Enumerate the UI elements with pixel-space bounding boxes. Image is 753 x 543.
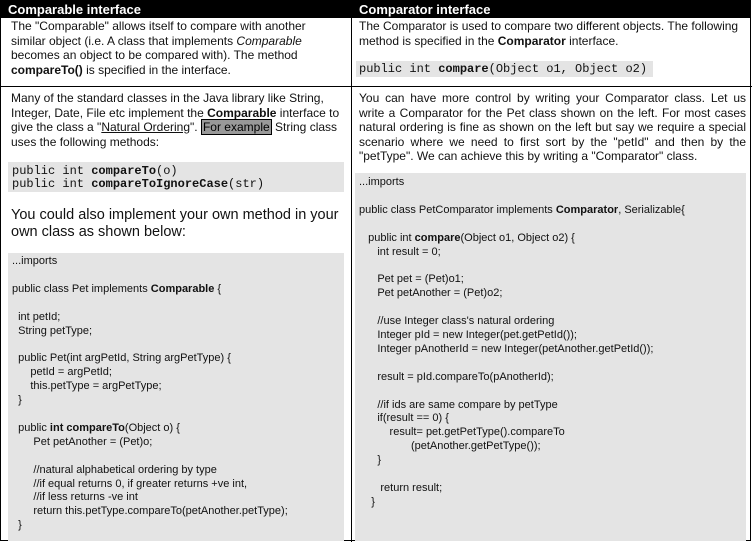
code-line bbox=[12, 366, 288, 380]
code-text: } bbox=[359, 495, 375, 508]
code-line bbox=[12, 338, 288, 352]
code-text: (Object o1, Object o2) { bbox=[460, 231, 575, 244]
code-text: return this.petType.compareTo(petAnother.petType); bbox=[12, 505, 288, 518]
code-line bbox=[359, 246, 685, 260]
signature-pre: public int bbox=[359, 62, 439, 76]
method-name: compareToIgnoreCase bbox=[91, 177, 229, 191]
intro-bold: Comparator bbox=[497, 33, 566, 48]
code-text: Pet pet = (Pet)o1; bbox=[359, 273, 464, 286]
intro-text: The "Comparable" allows itself to compare with another similar object (i.e. A class that implements bbox=[11, 19, 306, 48]
intro-text: becomes an object to be compared with). The method bbox=[11, 48, 298, 62]
code-text: ...imports bbox=[12, 255, 58, 267]
code-line bbox=[12, 352, 288, 366]
code-text: int result = 0; bbox=[359, 245, 441, 258]
comparator-custom-text: You can have more control by writing your Comparator class. Let us write a Comparator for the Pet class shown on the left. For most cases natural ordering is fine as shown on the left but say we require a special scenario where we need to first sort by the "petId" and then by the "petType". We can achieve this by writing a "Comparator" class. bbox=[359, 91, 746, 163]
code-text: { bbox=[214, 282, 222, 295]
code-text bbox=[359, 357, 362, 369]
code-text: (Object o) { bbox=[124, 421, 180, 434]
code-line bbox=[12, 478, 288, 492]
code-text: //if equal returns 0, if greater returns +ve int, bbox=[12, 477, 248, 490]
code-line bbox=[12, 297, 288, 311]
code-text bbox=[12, 269, 15, 281]
code-line bbox=[359, 218, 685, 232]
signature-name: compare bbox=[438, 62, 489, 76]
code-text: , Serializable{ bbox=[618, 203, 685, 216]
code-line bbox=[359, 287, 685, 301]
code-line bbox=[12, 311, 288, 325]
code-text: int petId; bbox=[12, 310, 61, 323]
code-line bbox=[12, 269, 288, 283]
code-line bbox=[12, 450, 288, 464]
comparable-code bbox=[12, 255, 288, 533]
code-text: Integer pAnotherId = new Integer(petAnother.getPetId()); bbox=[359, 342, 654, 355]
code-line bbox=[359, 496, 685, 510]
code-text: Pet petAnother = (Pet)o; bbox=[12, 435, 153, 448]
code-text bbox=[359, 385, 362, 397]
code-text: } bbox=[12, 519, 22, 532]
code-line bbox=[359, 301, 685, 315]
code-line bbox=[359, 329, 685, 343]
code-line bbox=[12, 436, 288, 450]
code-line bbox=[12, 283, 288, 297]
intro-text: is specified in the interface. bbox=[82, 62, 231, 77]
code-line bbox=[359, 482, 685, 496]
implement-text: You could also implement your own method in your own class as shown below: bbox=[11, 207, 339, 240]
code-line bbox=[12, 408, 288, 422]
code-text bbox=[359, 468, 362, 480]
standard-classes-text bbox=[11, 91, 341, 149]
method-pre: public int bbox=[12, 177, 92, 191]
intro-italic: Comparable bbox=[236, 33, 302, 48]
code-text bbox=[12, 297, 15, 309]
natural-ordering-link: Natural Ordering bbox=[101, 120, 191, 134]
code-line bbox=[359, 190, 685, 204]
code-text: //if ids are same compare by petType bbox=[359, 398, 558, 411]
code-text: } bbox=[12, 394, 22, 407]
code-text bbox=[359, 259, 362, 271]
code-text bbox=[12, 338, 15, 350]
code-line bbox=[12, 491, 288, 505]
code-keyword: Comparator bbox=[555, 203, 619, 216]
code-line bbox=[12, 255, 288, 269]
code-line bbox=[359, 371, 685, 385]
code-text: String petType; bbox=[12, 324, 93, 337]
method-args: (o) bbox=[156, 164, 178, 178]
code-text: public int bbox=[359, 231, 415, 244]
code-text bbox=[12, 450, 15, 462]
signature-args: (Object o1, Object o2) bbox=[488, 62, 648, 76]
code-text: if(result == 0) { bbox=[359, 412, 449, 425]
code-line bbox=[359, 343, 685, 357]
standard-text: String class uses the following methods: bbox=[11, 120, 338, 149]
code-text: return result; bbox=[359, 481, 443, 494]
code-keyword: int compareTo bbox=[49, 421, 125, 434]
standard-text: ". bbox=[190, 120, 201, 134]
method-pre: public int bbox=[12, 164, 92, 178]
code-line bbox=[359, 176, 685, 190]
code-line bbox=[359, 232, 685, 246]
code-text: public bbox=[12, 421, 50, 434]
code-text bbox=[12, 408, 15, 420]
code-text: result = pId.compareTo(pAnotherId); bbox=[359, 370, 554, 383]
code-line bbox=[12, 394, 288, 408]
method-args: (str) bbox=[228, 177, 265, 191]
code-line bbox=[359, 468, 685, 482]
code-text bbox=[359, 218, 362, 230]
code-line bbox=[12, 325, 288, 339]
code-text: //natural alphabetical ordering by type bbox=[12, 463, 217, 476]
comparator-intro bbox=[359, 19, 744, 48]
code-keyword: compare bbox=[414, 231, 461, 244]
standard-text: Many of the standard classes in the Java library like String, Integer, Date, File etc implement the bbox=[11, 91, 324, 120]
code-text: result= pet.getPetType().compareTo bbox=[359, 426, 565, 439]
code-line bbox=[12, 519, 288, 533]
code-text: ...imports bbox=[359, 176, 405, 188]
code-text bbox=[359, 301, 362, 313]
comparable-intro bbox=[11, 19, 341, 77]
code-line bbox=[359, 454, 685, 468]
code-line bbox=[359, 315, 685, 329]
code-line bbox=[12, 505, 288, 519]
code-line bbox=[359, 426, 685, 440]
code-line bbox=[12, 380, 288, 394]
code-text: petId = argPetId; bbox=[12, 366, 112, 379]
code-text: this.petType = argPetType; bbox=[12, 380, 162, 393]
standard-text: interface to give the class a " bbox=[11, 105, 340, 134]
method-compareToIgnoreCase bbox=[12, 177, 264, 191]
code-line bbox=[359, 357, 685, 371]
row-divider bbox=[1, 86, 752, 87]
code-text: //use Integer class's natural ordering bbox=[359, 315, 555, 328]
intro-text: The Comparator is used to compare two different objects. The following method is specified in the bbox=[359, 19, 739, 48]
comparable-header: Comparable interface bbox=[1, 1, 351, 18]
code-line bbox=[359, 399, 685, 413]
code-text: (petAnother.getPetType()); bbox=[359, 440, 541, 453]
comparator-code bbox=[359, 176, 685, 510]
intro-method-name: compareTo() bbox=[11, 62, 83, 77]
code-keyword: Comparable bbox=[150, 282, 215, 295]
comparator-header: Comparator interface bbox=[352, 1, 750, 18]
code-line bbox=[12, 464, 288, 478]
code-text: Integer pId = new Integer(pet.getPetId()); bbox=[359, 328, 577, 341]
code-line bbox=[359, 204, 685, 218]
code-line bbox=[359, 440, 685, 454]
code-text: } bbox=[359, 454, 382, 467]
code-text: public Pet(int argPetId, String argPetType) { bbox=[12, 352, 231, 365]
code-line bbox=[359, 412, 685, 426]
method-name: compareTo bbox=[91, 164, 157, 178]
code-line bbox=[359, 259, 685, 273]
code-line bbox=[12, 422, 288, 436]
standard-bold: Comparable bbox=[207, 105, 277, 120]
code-line bbox=[359, 273, 685, 287]
code-text: public class PetComparator implements bbox=[359, 203, 556, 216]
code-line bbox=[359, 385, 685, 399]
column-divider bbox=[351, 1, 352, 542]
code-text bbox=[359, 190, 362, 202]
for-example-highlight: For example bbox=[202, 120, 270, 134]
code-text: Pet petAnother = (Pet)o2; bbox=[359, 287, 503, 300]
compare-signature bbox=[359, 62, 647, 76]
code-text: public class Pet implements bbox=[12, 282, 151, 295]
method-compareTo bbox=[12, 164, 178, 178]
code-text: //if less returns -ve int bbox=[12, 491, 138, 504]
intro-text: interface. bbox=[565, 33, 619, 48]
